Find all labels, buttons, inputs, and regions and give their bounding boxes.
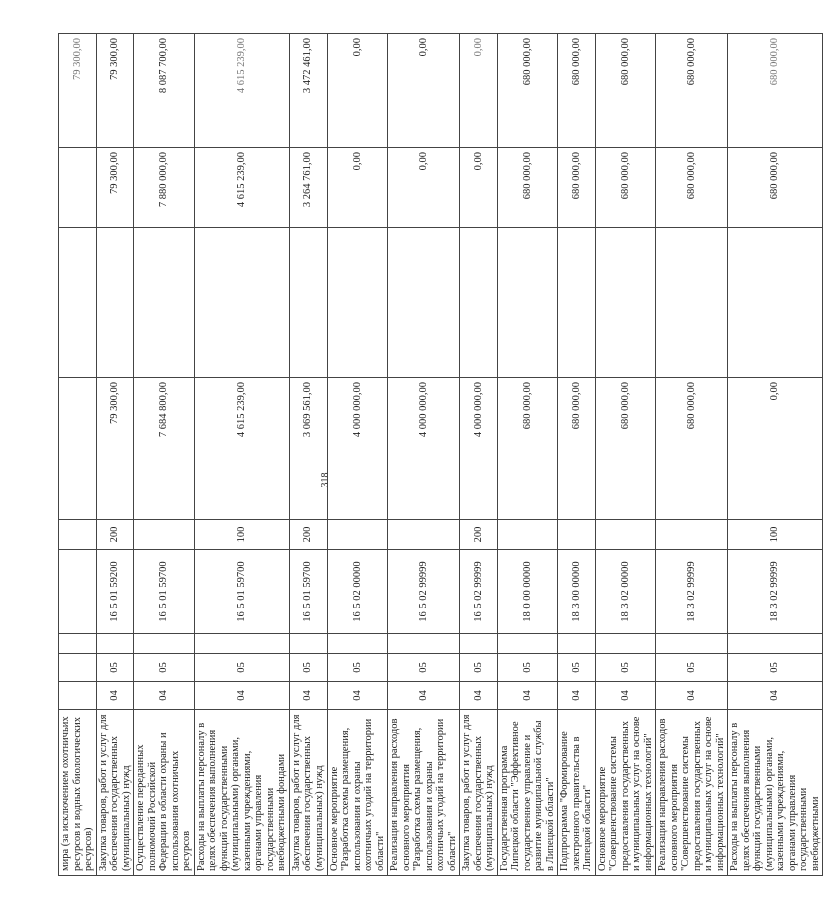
table-cell-v2 bbox=[134, 228, 195, 378]
table-cell-gr: 04 bbox=[134, 682, 195, 710]
table-cell-empty bbox=[194, 634, 289, 654]
table-cell-csr: 16 5 01 59200 bbox=[96, 550, 134, 634]
table-cell-v4: 8 087 700,00 bbox=[134, 34, 195, 148]
table-cell-v3: 0,00 bbox=[327, 148, 388, 228]
table-cell-name: Основное мероприятие "Разработка схемы размещения, использования и охраны охотничьих угодий на территории области" bbox=[327, 710, 388, 876]
table-cell-vr bbox=[595, 520, 656, 550]
table-cell-gr: 04 bbox=[460, 682, 498, 710]
table-cell-v1: 79 300,00 bbox=[96, 378, 134, 520]
table-cell-v2 bbox=[460, 228, 498, 378]
table-cell-gr: 04 bbox=[595, 682, 656, 710]
table-cell-v2 bbox=[289, 228, 327, 378]
budget-table bbox=[58, 33, 823, 876]
table-row bbox=[134, 34, 195, 876]
table-cell-name: Закупка товаров, работ и услуг для обеспечения государственных (муниципальных) нужд bbox=[289, 710, 327, 876]
table-cell-v1: 3 069 561,00 bbox=[289, 378, 327, 520]
table-cell-empty bbox=[289, 634, 327, 654]
table-cell-empty bbox=[728, 634, 823, 654]
table-cell-vr bbox=[656, 520, 728, 550]
table-cell-gr: 04 bbox=[728, 682, 823, 710]
table-cell-v3: 4 615 239,00 bbox=[194, 148, 289, 228]
table-cell-v4: 680 000,00 bbox=[595, 34, 656, 148]
table-cell-v4: 4 615 239,00 bbox=[194, 34, 289, 148]
table-row bbox=[388, 34, 460, 876]
table-cell-vr bbox=[388, 520, 460, 550]
table-cell-csr: 16 5 02 99999 bbox=[460, 550, 498, 634]
table-cell-v1 bbox=[59, 378, 97, 520]
table-cell-v3: 0,00 bbox=[460, 148, 498, 228]
table-cell-vr: 100 bbox=[194, 520, 289, 550]
table-cell-v3: 680 000,00 bbox=[595, 148, 656, 228]
table-cell-csr: 16 5 01 59700 bbox=[194, 550, 289, 634]
table-row bbox=[59, 34, 97, 876]
table-cell-v1: 4 000 000,00 bbox=[327, 378, 388, 520]
table-cell-v2 bbox=[194, 228, 289, 378]
table-cell-pr: 05 bbox=[96, 654, 134, 682]
table-cell-vr: 200 bbox=[460, 520, 498, 550]
table-cell-csr: 18 3 02 99999 bbox=[728, 550, 823, 634]
table-row bbox=[289, 34, 327, 876]
table-cell-gr: 04 bbox=[388, 682, 460, 710]
table-cell-v4: 0,00 bbox=[327, 34, 388, 148]
table-cell-gr: 04 bbox=[558, 682, 596, 710]
table-cell-gr: 04 bbox=[96, 682, 134, 710]
table-cell-v4: 3 472 461,00 bbox=[289, 34, 327, 148]
table-cell-v2 bbox=[59, 228, 97, 378]
table-cell-pr: 05 bbox=[194, 654, 289, 682]
budget-table-rotated bbox=[58, 34, 821, 876]
table-row bbox=[460, 34, 498, 876]
table-cell-csr bbox=[59, 550, 97, 634]
table-cell-empty bbox=[327, 634, 388, 654]
table-cell-pr: 05 bbox=[327, 654, 388, 682]
table-cell-csr: 16 5 02 99999 bbox=[388, 550, 460, 634]
table-cell-gr: 04 bbox=[656, 682, 728, 710]
table-cell-v1: 680 000,00 bbox=[558, 378, 596, 520]
table-cell-name: Реализация направления расходов основного мероприятия "Совершенствование системы предоставления государственных и муниципальных услуг на основе информационных технологий" bbox=[656, 710, 728, 876]
table-cell-vr: 200 bbox=[96, 520, 134, 550]
table-cell-v4: 680 000,00 bbox=[497, 34, 558, 148]
table-row bbox=[327, 34, 388, 876]
table-cell-vr: 100 bbox=[728, 520, 823, 550]
table-cell-v2 bbox=[595, 228, 656, 378]
table-cell-empty bbox=[388, 634, 460, 654]
table-cell-csr: 18 3 00 00000 bbox=[558, 550, 596, 634]
table-row bbox=[656, 34, 728, 876]
table-cell-name: Осуществление переданных полномочий Российской Федерации в области охраны и использования охотничьих ресурсов bbox=[134, 710, 195, 876]
table-cell-name: Государственная программа Липецкой области "Эффективное государственное управление и развитие муниципальной службы в Липецкой области" bbox=[497, 710, 558, 876]
table-row bbox=[558, 34, 596, 876]
table-cell-v1: 4 000 000,00 bbox=[388, 378, 460, 520]
table-cell-csr: 18 3 02 00000 bbox=[595, 550, 656, 634]
table-cell-v3: 680 000,00 bbox=[656, 148, 728, 228]
table-cell-name: Реализация направления расходов основного мероприятия "Разработка схемы размещения, использования и охраны охотничьих угодий на территории области" bbox=[388, 710, 460, 876]
table-row bbox=[497, 34, 558, 876]
table-cell-empty bbox=[558, 634, 596, 654]
table-cell-pr bbox=[59, 654, 97, 682]
table-cell-name: Расходы на выплаты персоналу в целях обеспечения выполнения функций государственными (муниципальными) органами, казенными учреждениями, органами управления государственными внебюджетными bbox=[728, 710, 823, 876]
table-cell-gr bbox=[59, 682, 97, 710]
table-cell-v3: 680 000,00 bbox=[558, 148, 596, 228]
table-cell-name: Закупка товаров, работ и услуг для обеспечения государственных (муниципальных) нужд bbox=[460, 710, 498, 876]
table-row bbox=[194, 34, 289, 876]
table-cell-gr: 04 bbox=[327, 682, 388, 710]
table-cell-v2 bbox=[388, 228, 460, 378]
table-cell-empty bbox=[134, 634, 195, 654]
table-cell-csr: 16 5 02 00000 bbox=[327, 550, 388, 634]
table-cell-v3: 0,00 bbox=[388, 148, 460, 228]
table-cell-v4: 680 000,00 bbox=[558, 34, 596, 148]
table-cell-csr: 16 5 01 59700 bbox=[134, 550, 195, 634]
table-cell-pr: 05 bbox=[460, 654, 498, 682]
table-cell-empty bbox=[460, 634, 498, 654]
table-cell-gr: 04 bbox=[497, 682, 558, 710]
table-cell-pr: 05 bbox=[558, 654, 596, 682]
table-cell-empty bbox=[96, 634, 134, 654]
table-cell-csr: 18 3 02 99999 bbox=[656, 550, 728, 634]
table-cell-pr: 05 bbox=[656, 654, 728, 682]
table-cell-v3: 3 264 761,00 bbox=[289, 148, 327, 228]
table-cell-pr: 05 bbox=[595, 654, 656, 682]
table-cell-empty bbox=[59, 634, 97, 654]
table-cell-v4: 0,00 bbox=[388, 34, 460, 148]
table-row bbox=[595, 34, 656, 876]
table-cell-v2 bbox=[96, 228, 134, 378]
table-cell-v1: 680 000,00 bbox=[497, 378, 558, 520]
table-cell-name: Подпрограмма "Формирование электронного правительства в Липецкой области" bbox=[558, 710, 596, 876]
table-cell-v1: 680 000,00 bbox=[656, 378, 728, 520]
table-cell-vr: 200 bbox=[289, 520, 327, 550]
table-cell-name: Основное мероприятие "Совершенствование системы предоставления государственных и муниципальных услуг на основе информационных технологий" bbox=[595, 710, 656, 876]
table-cell-csr: 16 5 01 59700 bbox=[289, 550, 327, 634]
table-cell-v2 bbox=[656, 228, 728, 378]
table-cell-vr bbox=[134, 520, 195, 550]
table-cell-v3: 680 000,00 bbox=[728, 148, 823, 228]
table-cell-v2 bbox=[728, 228, 823, 378]
table-cell-v4: 680 000,00 bbox=[728, 34, 823, 148]
table-cell-name: Расходы на выплаты персоналу в целях обеспечения выполнения функций государственными (муниципальными) органами, казенными учреждениями, органами управления государственными внебюджетными фондами bbox=[194, 710, 289, 876]
table-cell-pr: 05 bbox=[134, 654, 195, 682]
table-cell-csr: 18 0 00 00000 bbox=[497, 550, 558, 634]
table-cell-v2 bbox=[327, 228, 388, 378]
table-cell-v2 bbox=[497, 228, 558, 378]
table-cell-v4: 0,00 bbox=[460, 34, 498, 148]
table-cell-v1: 0,00 bbox=[728, 378, 823, 520]
table-cell-v1: 4 000 000,00 bbox=[460, 378, 498, 520]
table-cell-v1: 4 615 239,00 bbox=[194, 378, 289, 520]
table-cell-v4: 79 300,00 bbox=[96, 34, 134, 148]
table-cell-v1: 7 684 800,00 bbox=[134, 378, 195, 520]
table-cell-empty bbox=[656, 634, 728, 654]
table-cell-v4: 79 300,00 bbox=[59, 34, 97, 148]
table-row bbox=[96, 34, 134, 876]
table-cell-v1: 680 000,00 bbox=[595, 378, 656, 520]
table-cell-v3 bbox=[59, 148, 97, 228]
table-cell-v4: 680 000,00 bbox=[656, 34, 728, 148]
table-cell-pr: 05 bbox=[289, 654, 327, 682]
table-cell-vr bbox=[327, 520, 388, 550]
table-cell-name: мира (за исключением охотничьих ресурсов и водных биологических ресурсов) bbox=[59, 710, 97, 876]
table-cell-empty bbox=[497, 634, 558, 654]
table-cell-pr: 05 bbox=[388, 654, 460, 682]
table-cell-gr: 04 bbox=[289, 682, 327, 710]
page-number: 318 bbox=[320, 472, 331, 488]
table-cell-v2 bbox=[558, 228, 596, 378]
table-cell-v3: 7 880 000,00 bbox=[134, 148, 195, 228]
table-cell-vr bbox=[59, 520, 97, 550]
table-cell-pr: 05 bbox=[728, 654, 823, 682]
table-cell-gr: 04 bbox=[194, 682, 289, 710]
table-cell-v3: 79 300,00 bbox=[96, 148, 134, 228]
table-cell-vr bbox=[497, 520, 558, 550]
table-row bbox=[728, 34, 823, 876]
table-cell-name: Закупка товаров, работ и услуг для обеспечения государственных (муниципальных) нужд bbox=[96, 710, 134, 876]
table-cell-v3: 680 000,00 bbox=[497, 148, 558, 228]
table-cell-pr: 05 bbox=[497, 654, 558, 682]
table-cell-empty bbox=[595, 634, 656, 654]
table-cell-vr bbox=[558, 520, 596, 550]
